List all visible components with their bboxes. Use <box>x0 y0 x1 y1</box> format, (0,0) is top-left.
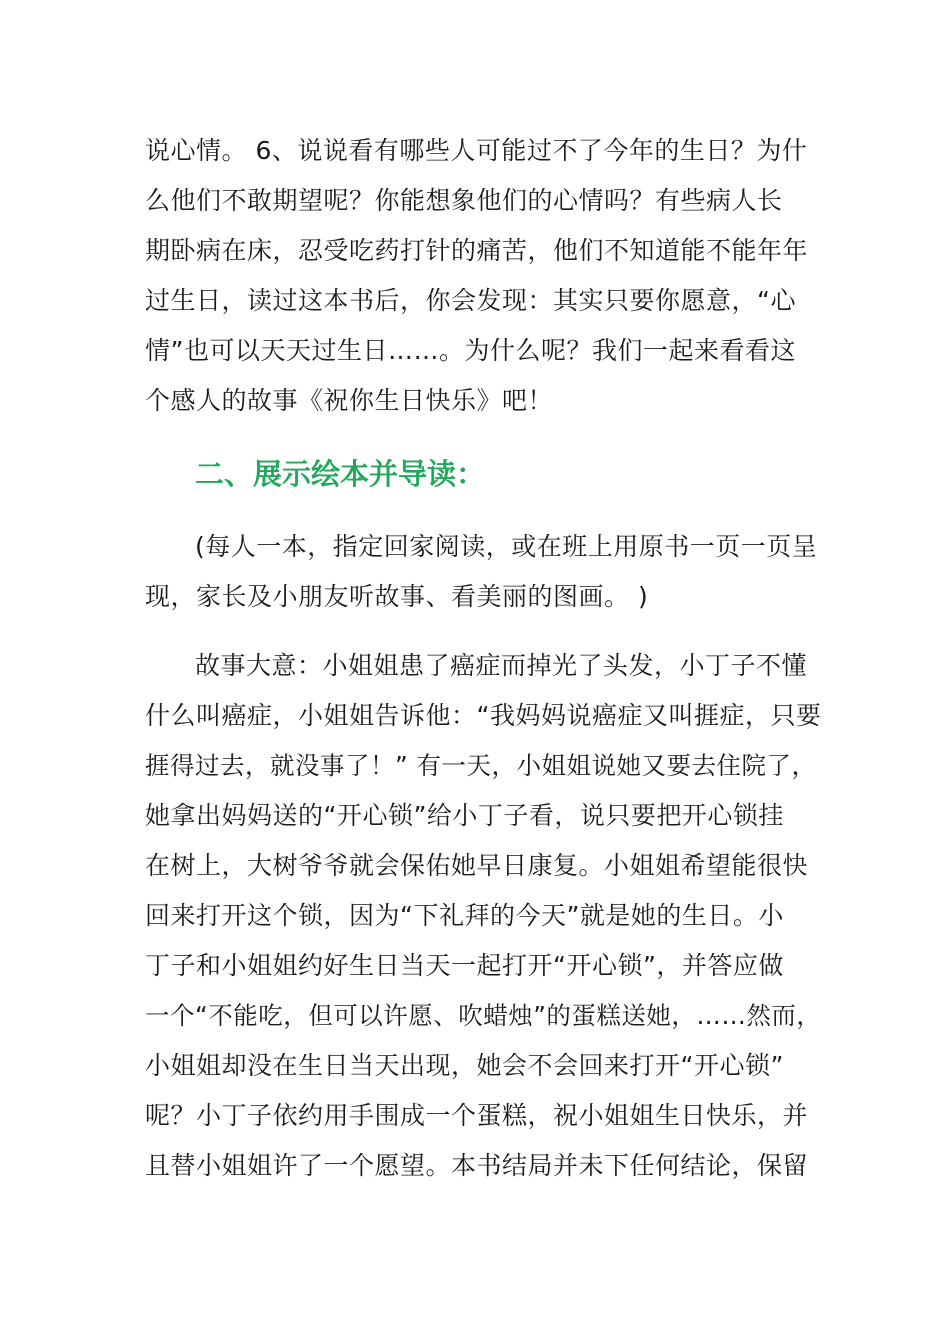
text-line: 在树上，大树爷爷就会保佑她早日康复。小姐姐希望能很快 <box>145 851 809 880</box>
text-line: 小姐姐却没在生日当天出现，她会不会回来打开“开心锁” <box>145 1051 784 1080</box>
text-line: 回来打开这个锁，因为“下礼拜的今天”就是她的生日。小 <box>145 901 784 930</box>
text-line: 什么叫癌症，小姐姐告诉他：“我妈妈说癌症又叫捱症，只要 <box>145 701 822 730</box>
text-line: 现，家长及小朋友听故事、看美丽的图画。 ) <box>145 582 649 611</box>
text-line: (每人一本，指定回家阅读，或在班上用原书一页一页呈 <box>195 532 818 561</box>
section-heading: 二、展示绘本并导读： <box>195 457 486 491</box>
text-line: 捱得过去，就没事了！” 有一天，小姐姐说她又要去住院了， <box>145 751 817 780</box>
text-line: 且替小姐姐许了一个愿望。本书结局并未下任何结论，保留 <box>145 1151 809 1180</box>
text-line: 她拿出妈妈送的“开心锁”给小丁子看，说只要把开心锁挂 <box>145 801 784 830</box>
text-line: 个感人的故事《祝你生日快乐》吧！ <box>145 386 554 415</box>
text-line: 么他们不敢期望呢？你能想象他们的心情吗？有些病人长 <box>145 186 783 215</box>
text-line: 期卧病在床，忍受吃药打针的痛苦，他们不知道能不能年年 <box>145 236 809 265</box>
text-line: 故事大意：小姐姐患了癌症而掉光了头发，小丁子不懂 <box>195 651 808 680</box>
text-line: 呢？小丁子依约用手围成一个蛋糕，祝小姐姐生日快乐，并 <box>145 1101 809 1130</box>
text-line: 情”也可以天天过生日……。为什么呢？我们一起来看看这 <box>145 336 796 365</box>
text-line: 说心情。 6、说说看有哪些人可能过不了今年的生日？为什 <box>145 136 808 165</box>
text-line: 过生日，读过这本书后，你会发现：其实只要你愿意，“心 <box>145 286 796 315</box>
text-line: 一个“不能吃，但可以许愿、吹蜡烛”的蛋糕送她，……然而， <box>145 1001 822 1030</box>
text-line: 丁子和小姐姐约好生日当天一起打开“开心锁”，并答应做 <box>145 951 784 980</box>
